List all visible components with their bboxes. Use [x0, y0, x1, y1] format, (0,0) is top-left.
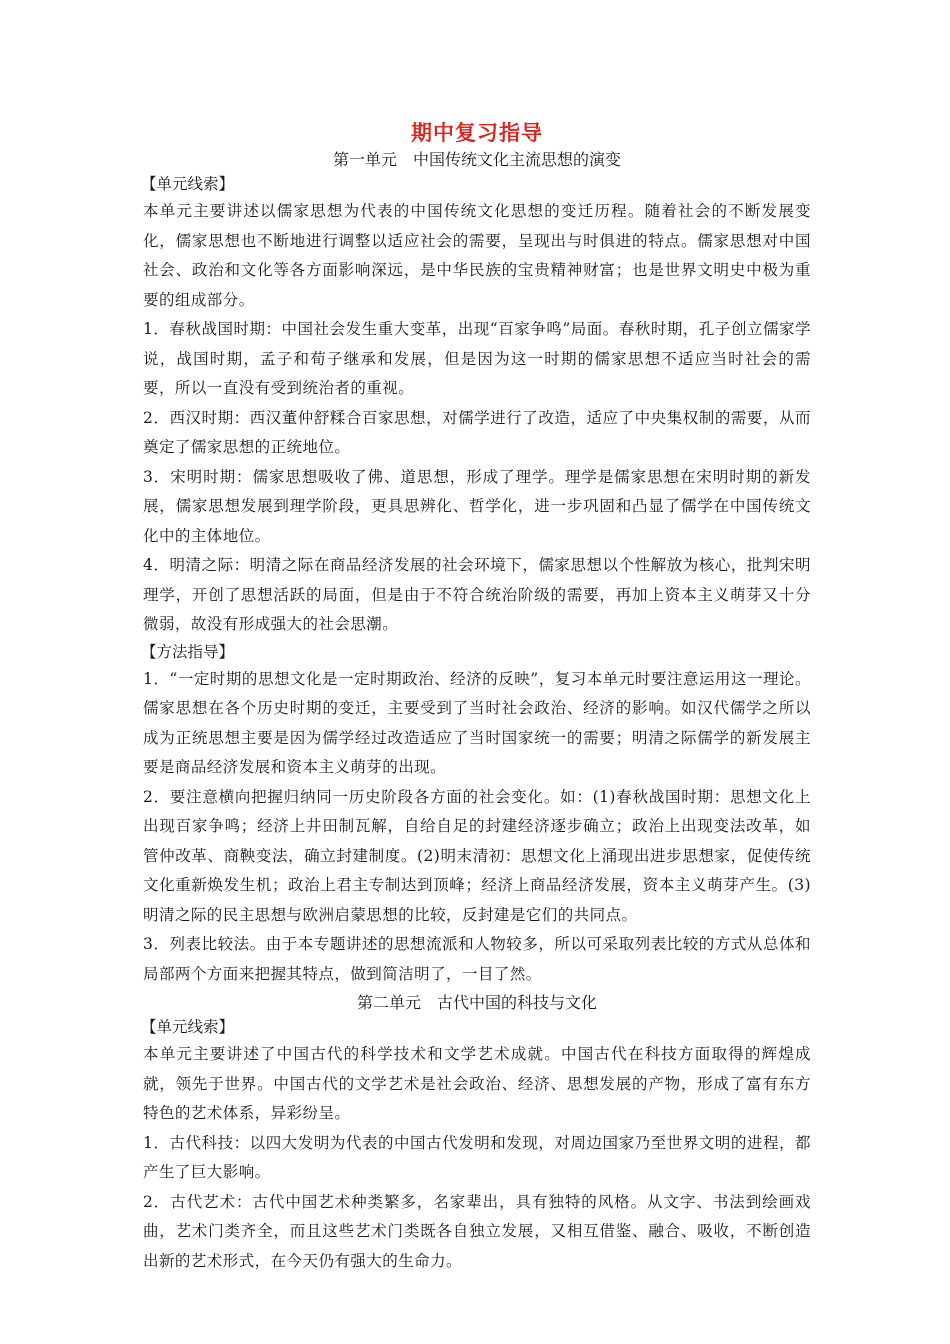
document-page [143, 118, 811, 1276]
paragraph: 3．宋明时期：儒家思想吸收了佛、道思想，形成了理学。理学是儒家思想在宋明时期的新发展，儒家思想发展到理学阶段，更具思辨化、哲学化，进一步巩固和凸显了儒学在中国传统文化中的主体地位。 [143, 467, 811, 545]
unit-1-section-clues-label: 【单元线索】 [141, 175, 235, 193]
paragraph: 本单元主要讲述以儒家思想为代表的中国传统文化思想的变迁历程。随着社会的不断发展变化，儒家思想也不断地进行调整以适应社会的需要，呈现出与时俱进的特点。儒家思想对中国社会、政治和文化等各方面影响深远，是中华民族的宝贵精神财富；也是世界文明史中极为重要的组成部分。 [143, 202, 811, 309]
paragraph: 2．要注意横向把握归纳同一历史阶段各方面的社会变化。如：(1)春秋战国时期：思想文化上出现百家争鸣；经济上井田制瓦解，自给自足的封建经济逐步确立；政治上出现变法改革，如管仲改革、商鞅变法，确立封建制度。(2)明末清初：思想文化上涌现出进步思想家，促使传统文化重新焕发生机；政治上君主专制达到顶峰；经济上商品经济发展，资本主义萌芽产生。(3)明清之际的民主思想与欧洲启蒙思想的比较，反封建是它们的共同点。 [143, 787, 811, 924]
unit-1-section-method-label: 【方法指导】 [141, 642, 235, 661]
document-title: 期中复习指导 [411, 121, 543, 145]
unit-2-heading: 第二单元 古代中国的科技与文化 [356, 993, 597, 1012]
paragraph: 1．“一定时期的思想文化是一定时期政治、经济的反映”，复习本单元时要注意运用这一理论。儒家思想在各个历史时期的变迁，主要受到了当时社会政治、经济的影响。如汉代儒学之所以成为正统思想主要是因为儒学经过改造适应了当时国家统一的需要；明清之际儒学的新发展主要是商品经济发展和资本主义萌芽的出现。 [143, 669, 811, 776]
paragraph: 3．列表比较法。由于本专题讲述的思想流派和人物较多，所以可采取列表比较的方式从总体和局部两个方面来把握其特点，做到简洁明了，一目了然。 [143, 935, 811, 983]
paragraph: 1．春秋战国时期：中国社会发生重大变革，出现“百家争鸣”局面。春秋时期，孔子创立儒家学说，战国时期，孟子和荀子继承和发展，但是因为这一时期的儒家思想不适应当时社会的需要，所以一直没有受到统治者的重视。 [143, 320, 811, 397]
paragraph: 2．古代艺术：古代中国艺术种类繁多，名家辈出，具有独特的风格。从文字、书法到绘画戏曲，艺术门类齐全，而且这些艺术门类既各自独立发展，又相互借鉴、融合、吸收，不断创造出新的艺术形式，在今天仍有强大的生命力。 [143, 1192, 811, 1270]
paragraph: 4．明清之际：明清之际在商品经济发展的社会环境下，儒家思想以个性解放为核心，批判宋明理学，开创了思想活跃的局面，但是由于不符合统治阶级的需要，再加上资本主义萌芽又十分微弱，故没有形成强大的社会思潮。 [143, 556, 811, 633]
paragraph: 2．西汉时期：西汉董仲舒糅合百家思想，对儒学进行了改造，适应了中央集权制的需要，从而奠定了儒家思想的正统地位。 [143, 408, 811, 456]
unit-1-heading: 第一单元 中国传统文化主流思想的演变 [332, 150, 621, 169]
unit-2-section-clues-label: 【单元线索】 [141, 1018, 235, 1036]
paragraph: 1．古代科技：以四大发明为代表的中国古代发明和发现，对周边国家乃至世界文明的进程，都产生了巨大影响。 [143, 1133, 811, 1181]
paragraph: 本单元主要讲述了中国古代的科学技术和文学艺术成就。中国古代在科技方面取得的辉煌成就，领先于世界。中国古代的文学艺术是社会政治、经济、思想发展的产物，形成了富有东方特色的艺术体系，异彩纷呈。 [143, 1045, 811, 1122]
